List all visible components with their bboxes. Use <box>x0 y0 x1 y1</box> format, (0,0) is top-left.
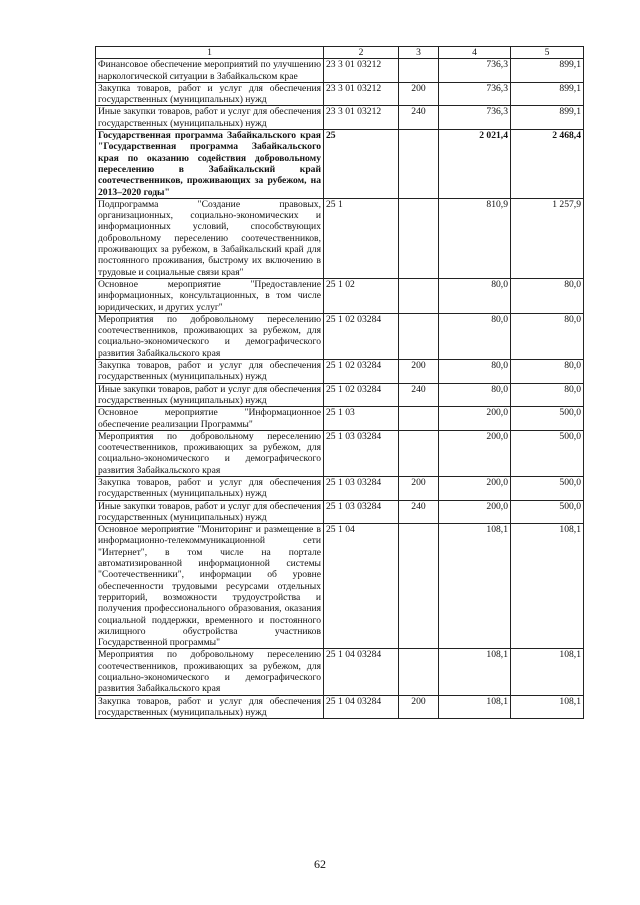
amount-2: 108,1 <box>511 649 584 695</box>
table-row <box>96 430 584 476</box>
amount-1: 2 021,4 <box>439 130 511 199</box>
amount-1: 200,0 <box>439 407 511 431</box>
target-code: 25 1 02 <box>324 278 399 313</box>
column-number: 5 <box>511 47 584 59</box>
amount-2: 80,0 <box>511 383 584 407</box>
amount-1: 108,1 <box>439 649 511 695</box>
table-row <box>96 360 584 384</box>
row-name: Закупка товаров, работ и услуг для обеспечения государственных (муниципальных) нужд <box>96 476 324 500</box>
program-row <box>96 130 584 199</box>
amount-2: 899,1 <box>511 59 584 83</box>
amount-1: 80,0 <box>439 313 511 359</box>
row-name: Иные закупки товаров, работ и услуг для обеспечения государственных (муниципальных) нужд <box>96 500 324 524</box>
expense-type: 200 <box>399 476 439 500</box>
row-name: Закупка товаров, работ и услуг для обеспечения государственных (муниципальных) нужд <box>96 360 324 384</box>
amount-1: 80,0 <box>439 360 511 384</box>
amount-2: 899,1 <box>511 82 584 106</box>
expense-type: 240 <box>399 500 439 524</box>
column-number: 3 <box>399 47 439 59</box>
table-row <box>96 59 584 83</box>
amount-1: 736,3 <box>439 59 511 83</box>
amount-1: 200,0 <box>439 476 511 500</box>
target-code: 25 1 04 03284 <box>324 695 399 719</box>
amount-1: 810,9 <box>439 198 511 278</box>
target-code: 23 3 01 03212 <box>324 106 399 130</box>
amount-1: 80,0 <box>439 383 511 407</box>
column-number: 2 <box>324 47 399 59</box>
row-name: Закупка товаров, работ и услуг для обеспечения государственных (муниципальных) нужд <box>96 82 324 106</box>
table-row <box>96 383 584 407</box>
table-row <box>96 82 584 106</box>
row-name: Основное мероприятие "Информационное обеспечение реализации Программы" <box>96 407 324 431</box>
amount-2: 1 257,9 <box>511 198 584 278</box>
target-code: 25 1 03 <box>324 407 399 431</box>
amount-1: 736,3 <box>439 82 511 106</box>
table-row <box>96 500 584 524</box>
row-name: Мероприятия по добровольному переселению соотечественников, проживающих за рубежом, для социально-экономического и демографического развития Забайкальского края <box>96 313 324 359</box>
target-code: 23 3 01 03212 <box>324 82 399 106</box>
target-code: 25 1 03 03284 <box>324 430 399 476</box>
table-row <box>96 198 584 278</box>
expense-type <box>399 313 439 359</box>
target-code: 25 1 03 03284 <box>324 500 399 524</box>
row-name: Иные закупки товаров, работ и услуг для обеспечения государственных (муниципальных) нужд <box>96 106 324 130</box>
row-name: Подпрограмма "Создание правовых, организационных, социально-экономических и информационных условий, способствующих добровольному переселению соотечественников, проживающих за рубежом, в Забайкальский край для постоянного проживания, быстрому их включению в трудовые и социальные связи края" <box>96 198 324 278</box>
amount-2: 500,0 <box>511 500 584 524</box>
column-number: 1 <box>96 47 324 59</box>
row-name: Иные закупки товаров, работ и услуг для обеспечения государственных (муниципальных) нужд <box>96 383 324 407</box>
target-code: 23 3 01 03212 <box>324 59 399 83</box>
expense-type: 200 <box>399 82 439 106</box>
budget-table <box>95 46 584 719</box>
expense-type <box>399 649 439 695</box>
expense-type: 240 <box>399 106 439 130</box>
expense-type <box>399 524 439 649</box>
page-number: 62 <box>314 857 326 871</box>
amount-2: 2 468,4 <box>511 130 584 199</box>
expense-type <box>399 130 439 199</box>
amount-1: 200,0 <box>439 500 511 524</box>
amount-2: 108,1 <box>511 695 584 719</box>
expense-type: 200 <box>399 360 439 384</box>
amount-1: 736,3 <box>439 106 511 130</box>
row-name: Государственная программа Забайкальского края "Государственная программа Забайкальского края по оказанию содействия добровольному переселению в Забайкальский край соотечественников, проживающих за рубежом, на 2013–2020 годы" <box>96 130 324 199</box>
expense-type <box>399 59 439 83</box>
column-number-row <box>96 47 584 59</box>
amount-1: 200,0 <box>439 430 511 476</box>
table-row <box>96 476 584 500</box>
expense-type <box>399 198 439 278</box>
expense-type <box>399 278 439 313</box>
target-code: 25 <box>324 130 399 199</box>
expense-type <box>399 430 439 476</box>
amount-2: 500,0 <box>511 476 584 500</box>
row-name: Финансовое обеспечение мероприятий по улучшению наркологической ситуации в Забайкальском крае <box>96 59 324 83</box>
amount-2: 500,0 <box>511 430 584 476</box>
target-code: 25 1 02 03284 <box>324 313 399 359</box>
table-row <box>96 106 584 130</box>
table-row <box>96 649 584 695</box>
expense-type <box>399 407 439 431</box>
table-row <box>96 524 584 649</box>
amount-2: 80,0 <box>511 313 584 359</box>
amount-2: 80,0 <box>511 360 584 384</box>
amount-2: 500,0 <box>511 407 584 431</box>
amount-1: 108,1 <box>439 524 511 649</box>
amount-2: 80,0 <box>511 278 584 313</box>
target-code: 25 1 04 <box>324 524 399 649</box>
target-code: 25 1 03 03284 <box>324 476 399 500</box>
table-row <box>96 695 584 719</box>
row-name: Закупка товаров, работ и услуг для обеспечения государственных (муниципальных) нужд <box>96 695 324 719</box>
table-row <box>96 278 584 313</box>
expense-type: 240 <box>399 383 439 407</box>
row-name: Мероприятия по добровольному переселению соотечественников, проживающих за рубежом, для социально-экономического и демографического развития Забайкальского края <box>96 649 324 695</box>
row-name: Мероприятия по добровольному переселению соотечественников, проживающих за рубежом, для социально-экономического и демографического развития Забайкальского края <box>96 430 324 476</box>
amount-1: 108,1 <box>439 695 511 719</box>
amount-1: 80,0 <box>439 278 511 313</box>
target-code: 25 1 02 03284 <box>324 383 399 407</box>
expense-type: 200 <box>399 695 439 719</box>
target-code: 25 1 <box>324 198 399 278</box>
target-code: 25 1 04 03284 <box>324 649 399 695</box>
amount-2: 108,1 <box>511 524 584 649</box>
amount-2: 899,1 <box>511 106 584 130</box>
column-number: 4 <box>439 47 511 59</box>
row-name: Основное мероприятие "Мониторинг и размещение в информационно-телекоммуникационной сети "Интернет", в том числе на портале автоматизированной информационной системы "Соотечественники", информации об уровне обеспеченности трудовыми ресурсами отдельных территорий, возможности трудоустройства и получения профессионального образования, оказания социальной поддержки, временного и постоянного жилищного обустройства участников Государственной программы" <box>96 524 324 649</box>
target-code: 25 1 02 03284 <box>324 360 399 384</box>
table-row <box>96 313 584 359</box>
table-row <box>96 407 584 431</box>
row-name: Основное мероприятие "Предоставление информационных, консультационных, в том числе юридических, и других услуг" <box>96 278 324 313</box>
